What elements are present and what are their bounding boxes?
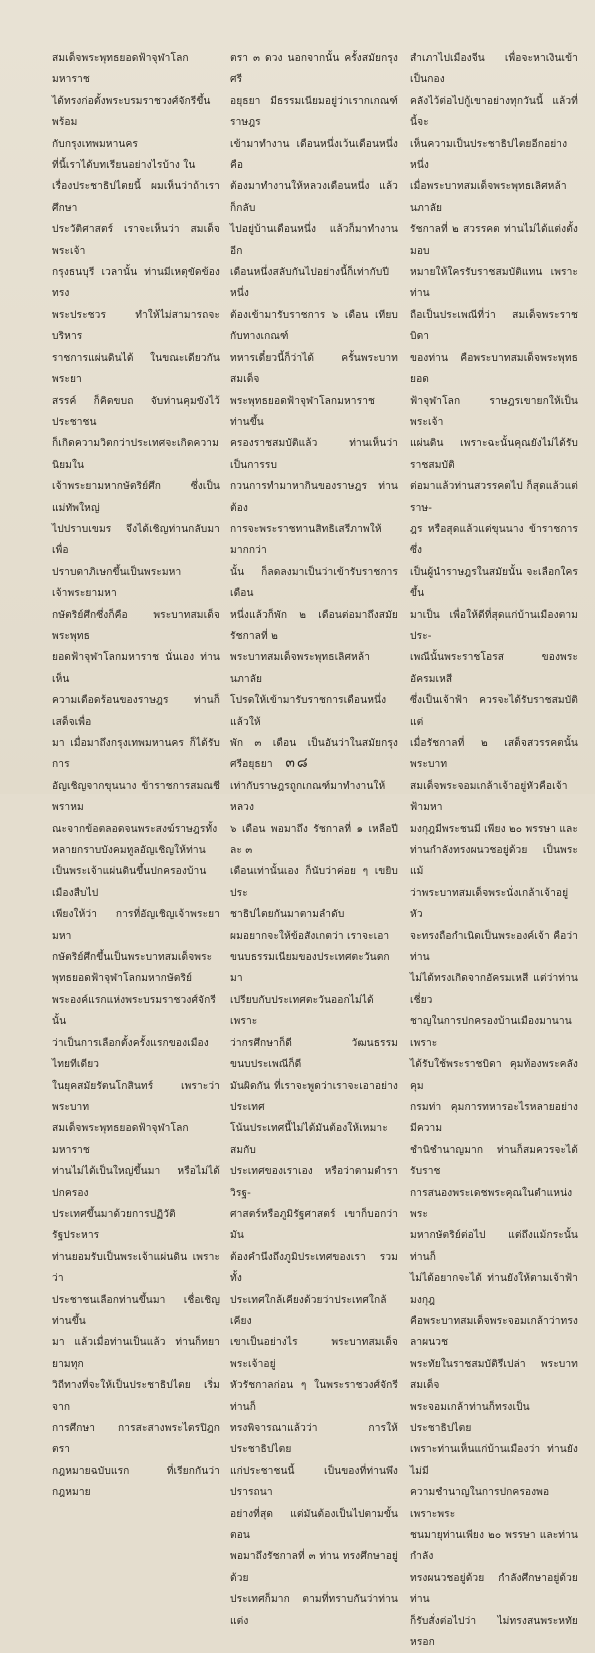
column-text: สำเภาไปเมืองจีน เพื่อจะหาเงินเข้าเป็นกอง คลังไว้ต่อไปกู้เขาอย่างทุกวันนี้ แล้วที่นี้จะ เห็นความเป็นประชาธิปไตยอีกอย่างหนึ่ง เมื่อพระบาทสมเด็จพระพุทธเลิศหล้านภาลัย รัชกาลที่ ๒ สวรรคต ท่านไม่ได้แต่งตั้งมอบ หมายให้ใครรับราชสมบัติแทน เพราะท่าน ถือเป็นประเพณีที่ว่า สมเด็จพระราชบิดา ของท่าน คือพระบาทสมเด็จพระพุทธยอด ฟ้าจุฬาโลก ราษฎรเขายกให้เป็นพระเจ้า แผ่นดิน เพราะฉะนั้นคุณยังไม่ได้รับราชสมบัติ ต่อมาแล้วท่านสวรรคตไป ก็สุดแล้วแต่ราษ- ฎร หรือสุดแล้วแต่ขุนนาง ข้าราชการ ซึ่ง เป็นผู้นำราษฎรในสมัยนั้น จะเลือกใครขึ้น มาเป็น เพื่อให้ดีที่สุดแก่บ้านเมืองตามประ- เพณีนั้นพระราชโอรส ของพระอัครมเหสี ซึ่งเป็นเจ้าฟ้า ควรจะได้รับราชสมบัติ แต่ เมื่อรัชกาลที่ ๒ เสด็จสวรรคตนั้นพระบาท สมเด็จพระจอมเกล้าเจ้าอยู่หัวคือเจ้าฟ้ามหา มงกุฎมีพระชนมี เพียง ๒๐ พรรษา และ ท่านกำลังทรงผนวชอยู่ด้วย เป็นพระ แม้ ว่าพระบาทสมเด็จพระนั่งเกล้าเจ้าอยู่หัว จะทรงถือกำเนิดเป็นพระองค์เจ้า คือว่าท่าน ไม่ได้ทรงเกิดจากอัครมเหสี แต่ว่าท่านเชี่ยว ชาญในการปกครองบ้านเมืองมานาน เพราะ ได้รับใช้พระราชบิดา คุมท้องพระคลัง คุม กรมท่า คุมการทหารอะไรหลายอย่าง มีความ ชำนิชำนาญมาก ท่านก็สมควรจะได้รับราช การสนองพระเดชพระคุณในตำแหน่งพระ มหากษัตริย์ต่อไป แต่ถึงแม้กระนั้น ท่านก็ ไม่ได้อยากจะได้ ท่านยังให้ตามเจ้าฟ้ามงกุฎ คือพระบาทสมเด็จพระจอมเกล้าว่าทรงลาผนวช พระทัยในราชสมบัติรึเปล่า พระบาทสมเด็จ พระจอมเกล้าท่านก็ทรงเป็นประชาธิปไตย เพราะท่านเห็นแก่บ้านเมืองว่า ท่านยังไม่มี ความชำนาญในการปกครองพอ เพราะพระ ชนมายุท่านเพียง ๒๐ พรรษา และท่านกำลัง ทรงผนวชอยู่ด้วย กำลังศึกษาอยู่ด้วย ท่าน ก็รับสั่งต่อไปว่า ไม่ทรงสนพระหทัยหรอก — [410, 53, 578, 1649]
column-text: ตรา ๓ ดวง นอกจากนั้น ครั้งสมัยกรุงศรี อยุธยา มีธรรมเนียมอยู่ว่าเรากเกณฑ์ราษฎร เข้ามาทำงาน เดือนหนึ่งเว้นเดือนหนึ่ง คือ ต้องมาทำงานให้หลวงเดือนหนึ่ง แล้วก็กลับ ไปอยู่บ้านเดือนหนึ่ง แล้วก็มาทำงาน อีก เดือนหนึ่งสลับกันไปอย่างนี้ก็เท่ากับปีหนึ่ง ต้องเข้ามารับราชการ ๖ เดือน เทียบกับทางเกณฑ์ ทหารเดี๋ยวนี้ก็ว่าได้ ครั้นพระบาทสมเด็จ พระพุทธยอดฟ้าจุฬาโลกมหาราช ท่านขึ้น ครองราชสมบัติแล้ว ท่านเห็นว่าเป็นการรบ กวนการทำมาหากินของราษฎร ท่านต้อง การจะพระราชทานสิทธิเสรีภาพให้มากกว่า นั้น ก็ลดลงมาเป็นว่าเข้ารับราชการเดือน หนึ่งแล้วก็พัก ๒ เดือนต่อมาถึงสมัยรัชกาลที่ ๒ พระบาทสมเด็จพระพุทธเลิศหล้านภาลัย โปรดให้เข้ามารับราชการเดือนหนึ่ง แล้วให้ พัก ๓ เดือน เป็นอันว่าในสมัยกรุงศรีอยุธยา เท่ากับราษฎรถูกเกณฑ์มาทำงานให้หลวง ๖ เดือน พอมาถึง รัชกาลที่ ๑ เหลือปีละ ๓ เดือนเท่านั้นเอง ก็นับว่าค่อย ๆ เขยิบประ ชาธิปไตยกันมาตามลำดับ ผมอยากจะให้ข้อสังเกตว่า เราจะเอา ขนบธรรมเนียมของประเทศตะวันตก มา เปรียบกับประเทศตะวันออกไม่ได้ เพราะ ว่ากรศึกษาก็ดี วัฒนธรรมขนบประเพณีก็ดี มันผิดกัน ที่เราจะพูดว่าเราจะเอาอย่างประเทศ โน้นประเทศนี้ไม่ได้มันต้องให้เหมาะสมกับ ประเทศของเราเอง หรือว่าตามตำราวิรฐ- ศาสตร์หรือภูมิรัฐศาสตร์ เขาก็บอกว่ามัน ต้องคำนึงถึงภูมิประเทศของเรา รวมทั้ง ประเทศใกล้เคียงด้วยว่าประเทศใกล้เคียง เขาเป็นอย่างไร พระบาทสมเด็จพระเจ้าอยู่ หัวรัชกาลก่อน ๆ ในพระราชวงศ์จักรีท่านก็ ทรงพิจารณาแล้วว่า การให้ประชาธิปไตย แก่ประชาชนนี้ เป็นของที่ท่านพึงปรารถนา อย่างที่สุด แต่มันต้องเป็นไปตามขั้นตอน พอมาถึงรัชกาลที่ ๓ ท่าน ทรงศึกษาอยู่ด้วย ประเทศก็มาก ตามที่ทราบกันว่าท่านแต่ง — [230, 53, 398, 1627]
text-column-right — [410, 48, 578, 1653]
column-text: สมเด็จพระพุทธยอดฟ้าจุฬาโลกมหาราช ได้ทรงก่อตั้งพระบรมราชวงศ์จักรีขึ้นพร้อม กับกรุงเทพมหานคร ที่นี้เราได้บทเรียนอย่างไรบ้าง ใน เรื่องประชาธิปไตยนี้ ผมเห็นว่าถ้าเราศึกษา ประวัติศาสตร์ เราจะเห็นว่า สมเด็จพระเจ้า กรุงธนบุรี เวลานั้น ท่านมีเหตุขัดข้องทรง พระประชวร ทำให้ไม่สามารถจะบริหาร ราชการแผ่นดินได้ ในขณะเดียวกันพระยา สรรค์ ก็คิดขบถ จับท่านคุมขังไว้ ประชาชน ก็เกิดความวิตกว่าประเทศจะเกิดความนิยมใน เจ้าพระยามหากษัตริย์ศึก ซึ่งเป็นแม่ทัพใหญ่ ไปปราบเขมร จึงได้เชิญท่านกลับมาเพื่อ ปราบดาภิเษกขึ้นเป็นพระมหา เจ้าพระยามหา กษัตริย์ศึกซึ่งก็คือ พระบาทสมเด็จพระพุทธ ยอดฟ้าจุฬาโลกมหาราช นั่นเอง ท่านเห็น ความเดือดร้อนของราษฎร ท่านก็เสด็จเพื่อ มา เมื่อมาถึงกรุงเทพมหานคร ก็ได้รับการ อัญเชิญจากขุนนาง ข้าราชการสมณชีพราหม ณะจากข้อตลอดจนพระสงฆ์ราษฎรทั้งหลายกราบบังคมทูลอัญเชิญให้ท่านเป็นพระเจ้าแผ่นดินขึ้นปกครองบ้านเมืองสืบไป เพียงให้ว่า การที่อัญเชิญเจ้าพระยามหา กษัตริย์ศึกขึ้นเป็นพระบาทสมเด็จพระ พุทธยอดฟ้าจุฬาโลกมหากษัตริย์ พระองค์แรกแห่งพระบรมราชวงศ์จักรีนั้น ว่าเป็นการเลือกตั้งครั้งแรกของเมือง ไทยทีเดียว ในยุคสมัยรัตนโกสินทร์ เพราะว่าพระบาท สมเด็จพระพุทธยอดฟ้าจุฬาโลกมหาราช ท่านไม่ได้เป็นใหญ่ขึ้นมา หรือไม่ได้ปกครอง ประเทศขึ้นมาด้วยการปฏิวัติรัฐประหาร ท่านยอมรับเป็นพระเจ้าแผ่นดิน เพราะว่า ประชาชนเลือกท่านขึ้นมา เชื่อเชิญท่านขึ้น มา แล้วเมื่อท่านเป็นแล้ว ท่านก็ทยายามทุก วิถีทางที่จะให้เป็นประชาธิปไตย เริ่มจาก การศึกษา การสะสางพระไตรปิฎก ตรา กฎหมายฉบับแรก ที่เรียกกันว่า กฎหมาย — [52, 53, 220, 1499]
text-column-middle — [230, 48, 398, 1632]
text-column-left — [52, 48, 220, 1504]
page-number: ๓๘ — [285, 755, 310, 771]
